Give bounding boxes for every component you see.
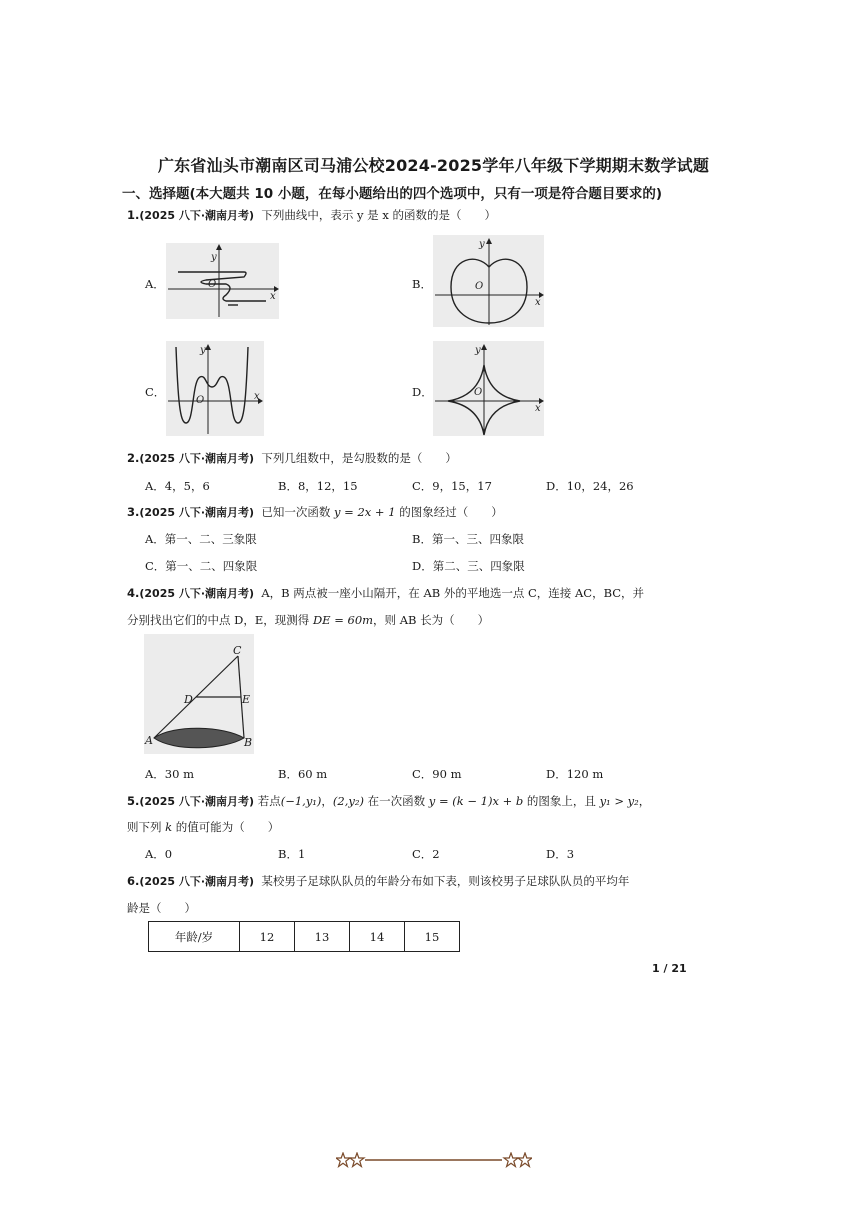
inequality: y₁ > y₂	[599, 794, 639, 808]
origin-label: O	[474, 387, 483, 398]
measurement: DE = 60m	[312, 613, 374, 627]
option-b: B．1	[278, 847, 306, 861]
graph-a-figure	[166, 243, 279, 319]
axis-x-label: x	[254, 391, 260, 402]
table-row	[149, 922, 460, 952]
question-stem: 某校男子足球队队员的年龄分布如下表，则该校男子足球队队员的平均年	[261, 874, 630, 888]
option-c-label: C．	[145, 385, 166, 399]
graph-b-figure	[433, 235, 544, 327]
separator: ，	[321, 794, 333, 808]
question-stem-end: 的值可能为（ ）	[175, 820, 280, 834]
question-number: 1.	[127, 208, 140, 222]
question-number: 4.	[127, 586, 140, 600]
question-stem: 下列几组数中，是勾股数的是（ ）	[261, 451, 457, 465]
mountain-triangle-figure	[144, 634, 254, 754]
question-stem-mid: 在一次函数	[367, 794, 426, 808]
option-c: C．90 m	[412, 767, 462, 781]
question-source: (2025 八下·潮南月考)	[139, 209, 255, 222]
axis-y-label: y	[200, 345, 206, 356]
page-title: 广东省汕头市潮南区司马浦公校2024-2025学年八年级下学期期末数学试题	[157, 156, 710, 175]
question-stem: 已知一次函数	[261, 505, 331, 519]
axis-y-label: y	[479, 239, 485, 250]
function-formula: y = 2x + 1	[334, 505, 396, 519]
axis-y-label: y	[475, 345, 481, 356]
question-stem-mid-2: 的图象上，且	[526, 794, 596, 808]
question-source: (2025 八下·潮南月考)	[139, 875, 255, 888]
point-c-label: C	[233, 644, 242, 657]
option-a: A．30 m	[145, 767, 194, 781]
option-d: D．第二、三、四象限	[412, 559, 525, 573]
table-cell: 12	[240, 922, 295, 952]
question-4-line-2	[127, 612, 489, 628]
option-b: B．60 m	[278, 767, 328, 781]
question-2	[127, 450, 457, 466]
table-cell: 15	[405, 922, 460, 952]
graph-c-figure	[166, 341, 264, 436]
axis-y-label: y	[211, 252, 217, 263]
option-b-label: B．	[412, 277, 432, 291]
question-6	[127, 873, 629, 889]
option-a: A．0	[145, 847, 173, 861]
option-d: D．10，24，26	[546, 479, 634, 493]
question-number: 6.	[127, 874, 140, 888]
star-icon	[504, 1153, 518, 1167]
question-stem: 下列曲线中，表示 y 是 x 的函数的是（ ）	[261, 208, 496, 222]
point-d-label: D	[184, 693, 193, 706]
question-stem: A，B 两点被一座小山隔开，在 AB 外的平地选一点 C，连接 AC，BC，并	[261, 586, 645, 600]
question-stem-end: ，则 AB 长为（ ）	[373, 613, 490, 627]
point-b-label: B	[244, 736, 253, 749]
question-4	[127, 585, 644, 601]
option-a: A．第一、二、三象限	[145, 532, 257, 546]
question-stem-end: 的图象经过（ ）	[399, 505, 503, 519]
option-a-label: A．	[145, 277, 165, 291]
option-c: C．第一、二、四象限	[145, 559, 258, 573]
point-e-label: E	[242, 693, 251, 706]
origin-label: O	[196, 395, 205, 406]
question-number: 2.	[127, 451, 140, 465]
question-source: (2025 八下·潮南月考)	[139, 506, 255, 519]
option-d-label: D．	[412, 385, 433, 399]
question-source: (2025 八下·潮南月考)	[139, 452, 255, 465]
origin-label: O	[475, 281, 484, 292]
option-b: B．8，12，15	[278, 479, 358, 493]
question-stem: 分别找出它们的中点 D，E，现测得	[127, 613, 310, 627]
question-1	[127, 207, 496, 223]
axis-x-label: x	[535, 297, 541, 308]
question-source: (2025 八下·潮南月考)	[139, 795, 255, 808]
option-c: C．9，15，17	[412, 479, 492, 493]
age-table	[148, 921, 460, 952]
question-number: 3.	[127, 505, 140, 519]
variable-k: k	[165, 820, 173, 834]
star-icon	[336, 1153, 350, 1167]
question-6-line-2: 龄是（ ）	[127, 901, 196, 915]
option-a: A．4，5，6	[145, 479, 210, 493]
question-5	[127, 793, 650, 809]
axis-x-label: x	[535, 403, 541, 414]
question-stem: 若点	[257, 794, 281, 808]
question-5-line-2	[127, 819, 279, 835]
star-icon	[518, 1153, 532, 1167]
section-heading: 一、选择题(本大题共 10 小题，在每小题给出的四个选项中，只有一项是符合题目要求的)	[122, 186, 663, 202]
star-icon	[350, 1153, 364, 1167]
question-stem: 则下列	[127, 820, 162, 834]
point-2: (2,y₂)	[332, 794, 364, 808]
graph-d-figure	[433, 341, 544, 436]
table-cell: 13	[295, 922, 350, 952]
option-d: D．120 m	[546, 767, 604, 781]
question-3	[127, 504, 503, 520]
option-d: D．3	[546, 847, 575, 861]
footer-ornament	[336, 1152, 532, 1168]
origin-label: O	[208, 279, 217, 290]
question-number: 5.	[127, 794, 140, 808]
point-1: (−1,y₁)	[280, 794, 322, 808]
table-cell: 14	[350, 922, 405, 952]
question-stem-end: ，	[638, 794, 651, 808]
question-source: (2025 八下·潮南月考)	[139, 587, 255, 600]
point-a-label: A	[145, 734, 153, 747]
table-header-cell: 年龄/岁	[149, 922, 240, 952]
page-number: 1 / 21	[652, 962, 687, 975]
option-c: C．2	[412, 847, 440, 861]
axis-x-label: x	[270, 291, 276, 302]
function-formula: y = (k − 1)x + b	[428, 794, 524, 808]
option-b: B．第一、三、四象限	[412, 532, 524, 546]
